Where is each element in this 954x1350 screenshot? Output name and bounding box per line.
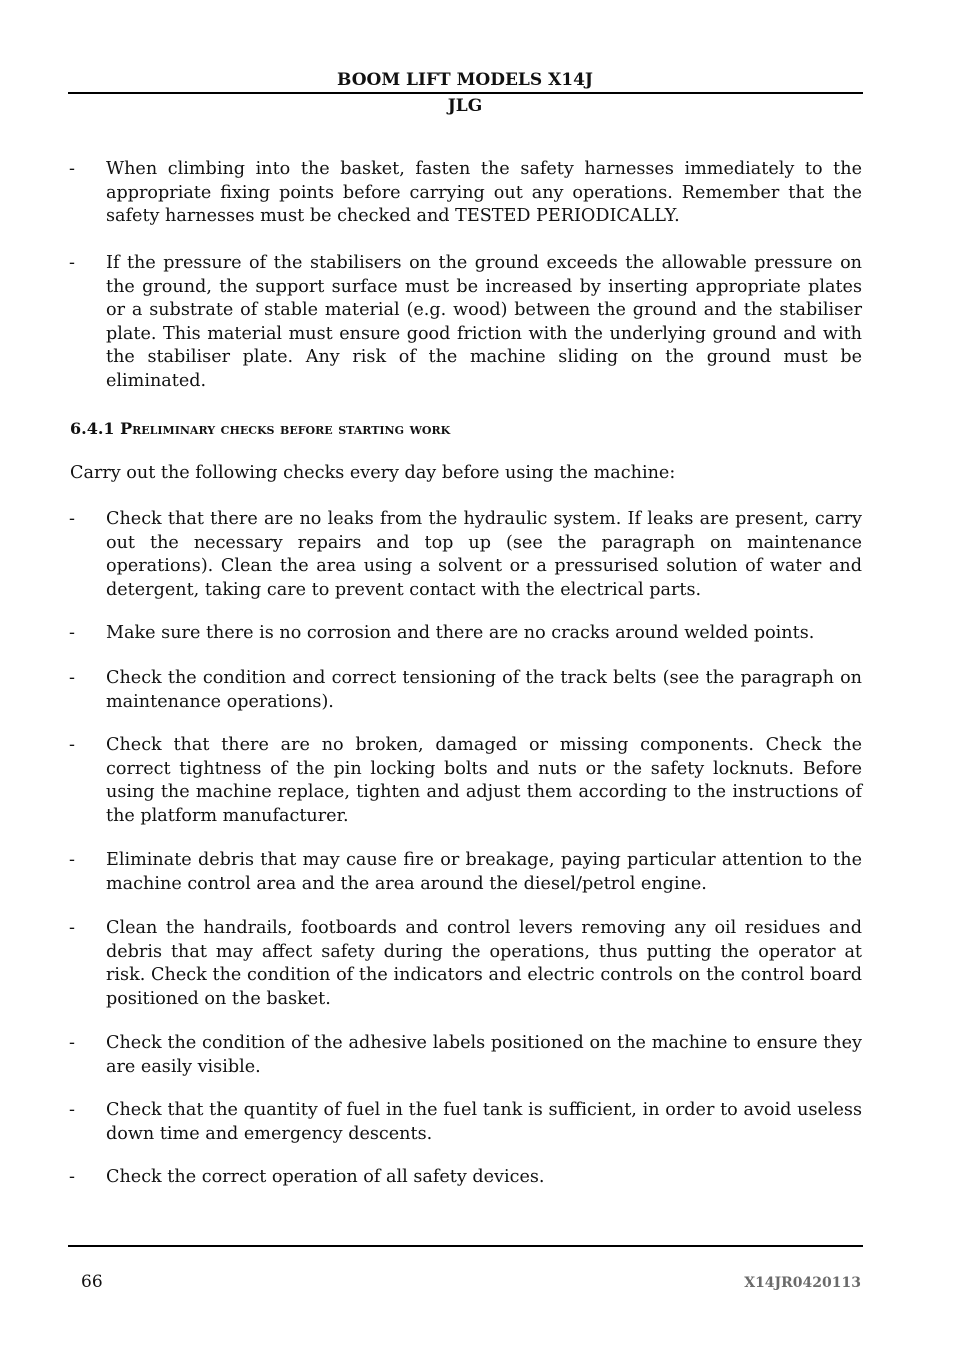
list-item-text: If the pressure of the stabilisers on the ground exceeds the allowable pressure on the ground, the support surface must be increased by inserting appropriate plates or a substrate of stable material (e.g. wood) between the ground and the stabiliser plate. This material must ensure good friction with the underlying ground and with the stabiliser plate. Any risk of the machine sliding on the ground must be eliminated. bbox=[106, 253, 862, 391]
bullet-dash: - bbox=[69, 918, 75, 938]
bullet-dash: - bbox=[69, 1167, 75, 1187]
page-number: 66 bbox=[81, 1272, 103, 1292]
list-item-text: Check the condition of the adhesive labels positioned on the machine to ensure they are easily visible. bbox=[106, 1033, 862, 1077]
list-item-text: Eliminate debris that may cause fire or breakage, paying particular attention to the machine control area and the area around the diesel/petrol engine. bbox=[106, 850, 862, 894]
list-item-text: When climbing into the basket, fasten the safety harnesses immediately to the appropriate fixing points before carrying out any operations. Remember that the safety harnesses must be checked and TESTED PERIODICALLY. bbox=[106, 159, 862, 226]
bullet-dash: - bbox=[69, 668, 75, 688]
list-item-text: Check the correct operation of all safety devices. bbox=[106, 1167, 545, 1187]
list-item-text: Check that the quantity of fuel in the fuel tank is sufficient, in order to avoid useless down time and emergency descents. bbox=[106, 1100, 862, 1144]
list-item-text: Clean the handrails, footboards and control levers removing any oil residues and debris that may affect safety during the operations, thus putting the operator at risk. Check the condition of the indicators and electric controls on the control board positioned on the basket. bbox=[106, 918, 862, 1009]
list-item bbox=[68, 1166, 862, 1190]
list-item bbox=[68, 667, 862, 714]
list-item bbox=[68, 508, 862, 602]
section-heading: 6.4.1 Preliminary checks before starting work bbox=[70, 419, 451, 438]
list-item bbox=[68, 917, 862, 1011]
list-item bbox=[68, 1099, 862, 1146]
bullet-dash: - bbox=[69, 1100, 75, 1120]
list-item bbox=[68, 622, 862, 646]
list-item-text: Check the condition and correct tensioning of the track belts (see the paragraph on maintenance operations). bbox=[106, 668, 862, 712]
bullet-dash: - bbox=[69, 623, 75, 643]
bullet-dash: - bbox=[69, 159, 75, 179]
section-intro: Carry out the following checks every day before using the machine: bbox=[70, 463, 676, 483]
header-brand: JLG bbox=[447, 96, 483, 116]
bullet-dash: - bbox=[69, 850, 75, 870]
list-item bbox=[68, 1032, 862, 1079]
list-item-text: Make sure there is no corrosion and there are no cracks around welded points. bbox=[106, 623, 815, 643]
header-rule bbox=[68, 92, 863, 94]
list-item bbox=[68, 734, 862, 828]
footer-rule bbox=[68, 1245, 863, 1247]
list-item-text: Check that there are no leaks from the hydraulic system. If leaks are present, carry out the necessary repairs and top up (see the paragraph on maintenance operations). Clean the area using a solvent or a pressurised solution of water and detergent, taking care to prevent contact with the electrical parts. bbox=[106, 509, 862, 600]
document-code: X14JR0420113 bbox=[744, 1275, 861, 1291]
bullet-dash: - bbox=[69, 509, 75, 529]
header-title: BOOM LIFT MODELS X14J bbox=[337, 70, 593, 90]
list-item bbox=[68, 849, 862, 896]
bullet-dash: - bbox=[69, 253, 75, 273]
list-item bbox=[68, 158, 862, 229]
bullet-dash: - bbox=[69, 1033, 75, 1053]
list-item bbox=[68, 252, 862, 393]
bullet-dash: - bbox=[69, 735, 75, 755]
list-item-text: Check that there are no broken, damaged or missing components. Check the correct tightness of the pin locking bolts and nuts or the safety locknuts. Before using the machine replace, tighten and adjust them according to the instructions of the platform manufacturer. bbox=[106, 735, 862, 826]
